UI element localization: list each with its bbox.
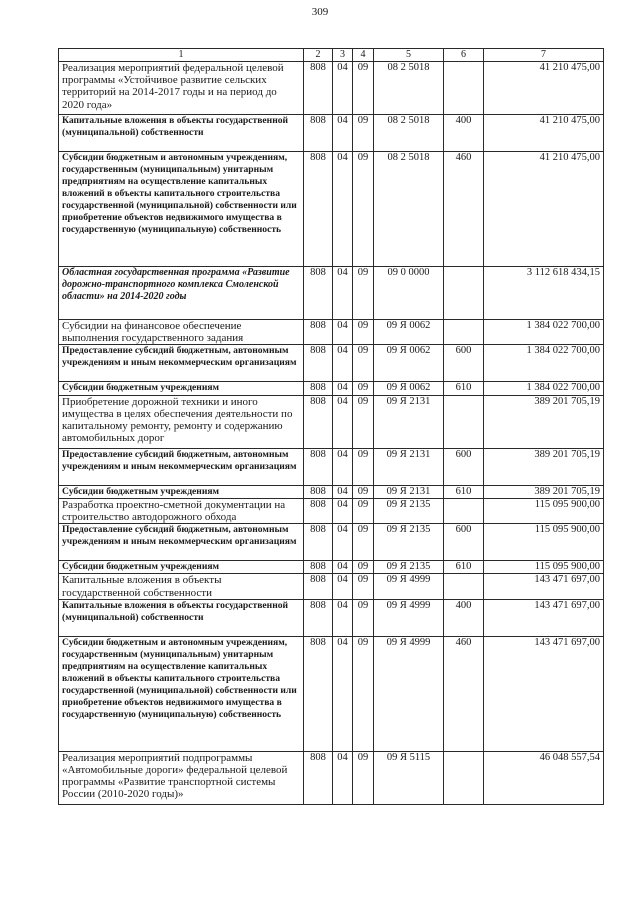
table-row: [59, 636, 604, 751]
row-amount-cell: 41 210 475,00: [484, 152, 604, 267]
page-number: 309: [311, 6, 329, 18]
row-subsection-cell: 09: [353, 62, 374, 115]
row-expense-type-cell: [444, 320, 484, 345]
table-row: [59, 395, 604, 448]
row-subsection-cell: 09: [353, 267, 374, 320]
row-amount-cell: 1 384 022 700,00: [484, 320, 604, 345]
row-section-cell: 04: [333, 395, 353, 448]
row-name-cell: Субсидии на финансовое обеспечение выполнения государственного задания: [59, 320, 304, 345]
table-row: [59, 599, 604, 636]
row-name-cell: Областная государственная программа «Развитие дорожно-транспортного комплекса Смоленской области» на 2014-2020 годы: [59, 267, 304, 320]
row-expense-type-cell: 460: [444, 152, 484, 267]
row-name-cell: Реализация мероприятий подпрограммы «Автомобильные дороги» федеральной целевой программы «Развитие транспортной системы России (2010-2020 годы)»: [59, 751, 304, 804]
row-expense-type-cell: 460: [444, 636, 484, 751]
column-header: 7: [484, 49, 604, 62]
row-name-cell: Субсидии бюджетным и автономным учреждениям, государственным (муниципальным) унитарным предприятиям на осуществление капитальных вложений в объекты капитального строительства государственной (муниципальной) собственности или приобретение объектов недвижимого имущества в государственную (муниципальную) собственность: [59, 152, 304, 267]
row-name-cell: Капитальные вложения в объекты государственной (муниципальной) собственности: [59, 115, 304, 152]
row-subsection-cell: 09: [353, 636, 374, 751]
row-expense-type-cell: 610: [444, 561, 484, 574]
column-header: 4: [353, 49, 374, 62]
row-target-article-cell: 08 2 5018: [374, 115, 444, 152]
budget-table: [58, 48, 604, 805]
row-amount-cell: 46 048 557,54: [484, 751, 604, 804]
row-target-article-cell: 09 Я 4999: [374, 574, 444, 599]
table-row: [59, 751, 604, 804]
row-name-cell: Капитальные вложения в объекты государственной собственности: [59, 574, 304, 599]
row-target-article-cell: 09 Я 4999: [374, 599, 444, 636]
row-name-cell: Капитальные вложения в объекты государственной (муниципальной) собственности: [59, 599, 304, 636]
row-target-article-cell: 09 Я 0062: [374, 345, 444, 382]
row-subsection-cell: 09: [353, 561, 374, 574]
row-subsection-cell: 09: [353, 382, 374, 395]
row-subsection-cell: 09: [353, 345, 374, 382]
table-row: [59, 345, 604, 382]
column-header: 3: [333, 49, 353, 62]
row-subsection-cell: 09: [353, 152, 374, 267]
row-code-cell: 808: [304, 382, 333, 395]
table-header-row: [59, 49, 604, 62]
table-row: [59, 561, 604, 574]
row-target-article-cell: 09 Я 0062: [374, 320, 444, 345]
row-amount-cell: 389 201 705,19: [484, 485, 604, 498]
row-code-cell: 808: [304, 448, 333, 485]
row-amount-cell: 115 095 900,00: [484, 561, 604, 574]
row-amount-cell: 389 201 705,19: [484, 448, 604, 485]
table-row: [59, 320, 604, 345]
row-code-cell: 808: [304, 345, 333, 382]
table-row: [59, 115, 604, 152]
row-amount-cell: 143 471 697,00: [484, 636, 604, 751]
row-section-cell: 04: [333, 267, 353, 320]
row-target-article-cell: 09 Я 4999: [374, 636, 444, 751]
row-expense-type-cell: [444, 574, 484, 599]
table-row: [59, 485, 604, 498]
row-subsection-cell: 09: [353, 485, 374, 498]
row-target-article-cell: 08 2 5018: [374, 62, 444, 115]
row-code-cell: 808: [304, 524, 333, 561]
row-expense-type-cell: [444, 395, 484, 448]
row-code-cell: 808: [304, 152, 333, 267]
row-section-cell: 04: [333, 498, 353, 523]
row-code-cell: 808: [304, 636, 333, 751]
row-subsection-cell: 09: [353, 448, 374, 485]
row-target-article-cell: 09 Я 2135: [374, 561, 444, 574]
row-amount-cell: 3 112 618 434,15: [484, 267, 604, 320]
row-section-cell: 04: [333, 574, 353, 599]
row-name-cell: Разработка проектно-сметной документации на строительство автодорожного обхода: [59, 498, 304, 523]
row-section-cell: 04: [333, 115, 353, 152]
table-row: [59, 524, 604, 561]
row-section-cell: 04: [333, 561, 353, 574]
row-expense-type-cell: 610: [444, 485, 484, 498]
row-target-article-cell: 09 Я 5115: [374, 751, 444, 804]
row-section-cell: 04: [333, 524, 353, 561]
row-name-cell: Предоставление субсидий бюджетным, автономным учреждениям и иным некоммерческим организациям: [59, 345, 304, 382]
row-section-cell: 04: [333, 448, 353, 485]
row-expense-type-cell: [444, 62, 484, 115]
row-target-article-cell: 09 Я 0062: [374, 382, 444, 395]
row-target-article-cell: 09 0 0000: [374, 267, 444, 320]
row-subsection-cell: 09: [353, 320, 374, 345]
row-section-cell: 04: [333, 320, 353, 345]
row-target-article-cell: 09 Я 2131: [374, 395, 444, 448]
row-expense-type-cell: 400: [444, 115, 484, 152]
row-expense-type-cell: [444, 751, 484, 804]
row-section-cell: 04: [333, 485, 353, 498]
row-amount-cell: 143 471 697,00: [484, 574, 604, 599]
row-subsection-cell: 09: [353, 115, 374, 152]
row-name-cell: Субсидии бюджетным учреждениям: [59, 382, 304, 395]
row-name-cell: Субсидии бюджетным учреждениям: [59, 485, 304, 498]
row-code-cell: 808: [304, 62, 333, 115]
row-expense-type-cell: 610: [444, 382, 484, 395]
row-subsection-cell: 09: [353, 498, 374, 523]
row-expense-type-cell: 600: [444, 345, 484, 382]
table-row: [59, 448, 604, 485]
row-section-cell: 04: [333, 62, 353, 115]
table-row: [59, 152, 604, 267]
row-amount-cell: 389 201 705,19: [484, 395, 604, 448]
row-target-article-cell: 09 Я 2131: [374, 485, 444, 498]
table-row: [59, 498, 604, 523]
column-header: 6: [444, 49, 484, 62]
row-subsection-cell: 09: [353, 574, 374, 599]
row-section-cell: 04: [333, 751, 353, 804]
row-subsection-cell: 09: [353, 524, 374, 561]
row-subsection-cell: 09: [353, 599, 374, 636]
row-section-cell: 04: [333, 636, 353, 751]
row-amount-cell: 115 095 900,00: [484, 498, 604, 523]
row-code-cell: 808: [304, 267, 333, 320]
row-name-cell: Субсидии бюджетным учреждениям: [59, 561, 304, 574]
column-header: 1: [59, 49, 304, 62]
row-code-cell: 808: [304, 115, 333, 152]
row-target-article-cell: 09 Я 2131: [374, 448, 444, 485]
row-expense-type-cell: 600: [444, 524, 484, 561]
row-target-article-cell: 09 Я 2135: [374, 524, 444, 561]
table-row: [59, 574, 604, 599]
row-code-cell: 808: [304, 320, 333, 345]
column-header: 2: [304, 49, 333, 62]
row-amount-cell: 41 210 475,00: [484, 62, 604, 115]
row-code-cell: 808: [304, 751, 333, 804]
row-amount-cell: 1 384 022 700,00: [484, 382, 604, 395]
row-code-cell: 808: [304, 498, 333, 523]
table-body: [59, 62, 604, 805]
row-target-article-cell: 09 Я 2135: [374, 498, 444, 523]
row-amount-cell: 1 384 022 700,00: [484, 345, 604, 382]
row-amount-cell: 115 095 900,00: [484, 524, 604, 561]
row-name-cell: Предоставление субсидий бюджетным, автономным учреждениям и иным некоммерческим организациям: [59, 448, 304, 485]
row-target-article-cell: 08 2 5018: [374, 152, 444, 267]
row-code-cell: 808: [304, 574, 333, 599]
row-subsection-cell: 09: [353, 395, 374, 448]
row-section-cell: 04: [333, 382, 353, 395]
row-name-cell: Приобретение дорожной техники и иного имущества в целях обеспечения деятельности по капитальному ремонту, ремонту и содержанию автомобильных дорог: [59, 395, 304, 448]
row-expense-type-cell: 400: [444, 599, 484, 636]
row-name-cell: Реализация мероприятий федеральной целевой программы «Устойчивое развитие сельских территорий на 2014-2017 годы и на период до 2020 года»: [59, 62, 304, 115]
row-code-cell: 808: [304, 395, 333, 448]
table-row: [59, 267, 604, 320]
row-section-cell: 04: [333, 599, 353, 636]
row-amount-cell: 41 210 475,00: [484, 115, 604, 152]
row-expense-type-cell: [444, 498, 484, 523]
row-code-cell: 808: [304, 599, 333, 636]
row-name-cell: Субсидии бюджетным и автономным учреждениям, государственным (муниципальным) унитарным предприятиям на осуществление капитальных вложений в объекты капитального строительства государственной (муниципальной) собственности или приобретение объектов недвижимого имущества в государственную (муниципальную) собственность: [59, 636, 304, 751]
row-section-cell: 04: [333, 345, 353, 382]
table-row: [59, 382, 604, 395]
row-name-cell: Предоставление субсидий бюджетным, автономным учреждениям и иным некоммерческим организациям: [59, 524, 304, 561]
row-expense-type-cell: 600: [444, 448, 484, 485]
row-subsection-cell: 09: [353, 751, 374, 804]
table-row: [59, 62, 604, 115]
row-amount-cell: 143 471 697,00: [484, 599, 604, 636]
row-section-cell: 04: [333, 152, 353, 267]
column-header: 5: [374, 49, 444, 62]
row-code-cell: 808: [304, 485, 333, 498]
row-expense-type-cell: [444, 267, 484, 320]
row-code-cell: 808: [304, 561, 333, 574]
